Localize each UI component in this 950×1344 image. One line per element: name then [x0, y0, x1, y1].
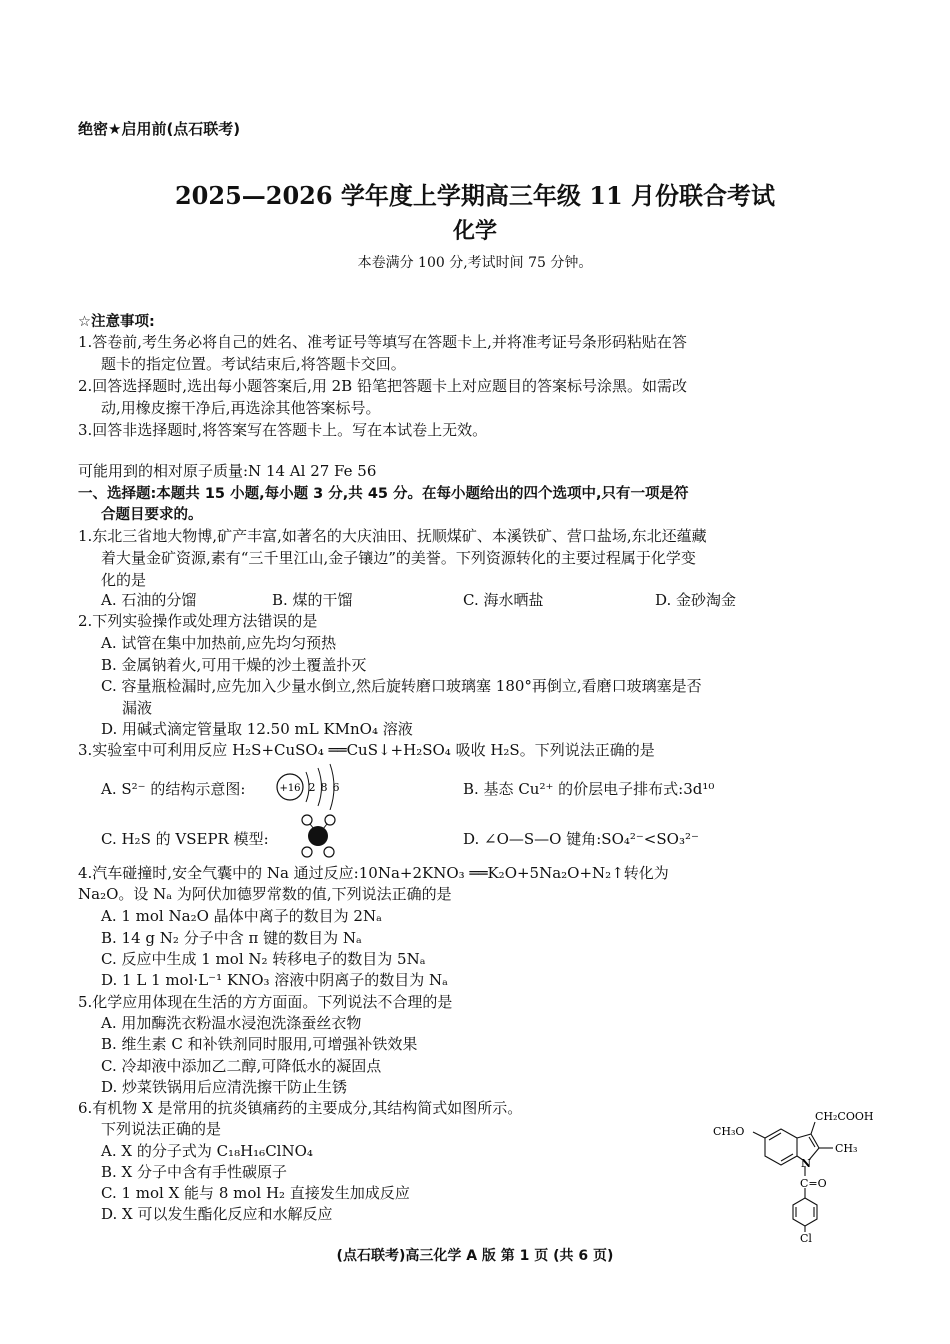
vsepr-model-icon	[296, 812, 344, 860]
subject-title: 化学	[452, 219, 497, 244]
q3-stem: 3.实验室中可利用反应 H₂S+CuSO₄ ══CuS↓+H₂SO₄ 吸收 H₂S。下列说法正确的是	[78, 741, 655, 759]
q1-stem: 化的是	[101, 571, 147, 589]
q3-option-a: A. S²⁻ 的结构示意图:	[101, 780, 246, 798]
nitrogen-label: N	[801, 1157, 812, 1170]
notice-line: 题卡的指定位置。考试结束后,将答题卡交回。	[101, 355, 406, 373]
q6-option-b: B. X 分子中含有手性碳原子	[101, 1163, 288, 1181]
q5-option-c: C. 冷却液中添加乙二醇,可降低水的凝固点	[101, 1057, 382, 1075]
q2-option-b: B. 金属钠着火,可用干燥的沙土覆盖扑灭	[101, 656, 367, 674]
q3-option-b: B. 基态 Cu²⁺ 的价层电子排布式:3d¹⁰	[463, 780, 715, 798]
page-footer: (点石联考)高三化学 A 版 第 1 页 (共 6 页)	[336, 1248, 614, 1264]
q4-stem-cont: Na₂O。设 Nₐ 为阿伏加德罗常数的值,下列说法正确的是	[78, 885, 452, 903]
q6-stem-cont: 下列说法正确的是	[101, 1120, 222, 1138]
q2-option-d: D. 用碱式滴定管量取 12.50 mL KMnO₄ 溶液	[101, 720, 413, 738]
shell-count: 2	[308, 781, 316, 794]
q2-option-c: C. 容量瓶检漏时,应先加入少量水倒立,然后旋转磨口玻璃塞 180°再倒立,看磨口玻璃塞是否	[101, 677, 702, 695]
q1-option-d: D. 金砂淘金	[655, 591, 737, 609]
q1-option-a: A. 石油的分馏	[101, 591, 197, 609]
q1-option-b: B. 煤的干馏	[272, 591, 353, 609]
q4-option-c: C. 反应中生成 1 mol N₂ 转移电子的数目为 5Nₐ	[101, 950, 426, 968]
q6-stem: 6.有机物 X 是常用的抗炎镇痛药的主要成分,其结构简式如图所示。	[78, 1099, 523, 1117]
q5-option-d: D. 炒菜铁锅用后应清洗擦干防止生锈	[101, 1078, 348, 1096]
nucleus-charge: +16	[279, 783, 301, 794]
q1-option-c: C. 海水晒盐	[463, 591, 544, 609]
q3-option-d: D. ∠O—S—O 键角:SO₄²⁻<SO₃²⁻	[463, 830, 699, 848]
notice-line: 1.答卷前,考生务必将自己的姓名、准考证号等填写在答题卡上,并将准考证号条形码粘贴在答	[78, 333, 687, 351]
q4-option-a: A. 1 mol Na₂O 晶体中离子的数目为 2Nₐ	[101, 907, 382, 925]
carbonyl-label: C=O	[800, 1177, 827, 1190]
notice-heading: ☆注意事项:	[78, 314, 155, 330]
q4-option-d: D. 1 L 1 mol·L⁻¹ KNO₃ 溶液中阴离子的数目为 Nₐ	[101, 971, 448, 989]
q1-stem: 1.东北三省地大物博,矿产丰富,如著名的大庆油田、抚顺煤矿、本溪铁矿、营口盐场,东北还蕴藏	[78, 527, 707, 545]
exam-title: 2025—2026 学年度上学期高三年级 11 月份联合考试	[174, 181, 776, 210]
indomethacin-structure-diagram	[705, 1108, 885, 1243]
q5-option-a: A. 用加酶洗衣粉温水浸泡洗涤蚕丝衣物	[101, 1014, 362, 1032]
shell-count: 6	[332, 781, 340, 794]
notice-line: 3.回答非选择题时,将答案写在答题卡上。写在本试卷上无效。	[78, 421, 488, 439]
secret-label: 绝密★启用前(点石联考)	[78, 120, 241, 138]
q1-stem: 着大量金矿资源,素有“三千里江山,金子镶边”的美誉。下列资源转化的主要过程属于化学变	[101, 549, 696, 567]
section-heading: 一、选择题:本题共 15 小题,每小题 3 分,共 45 分。在每小题给出的四个选项中,只有一项是符	[78, 486, 689, 502]
q2-option-c-cont: 漏液	[122, 699, 153, 717]
acetic-acid-label: CH₂COOH	[815, 1110, 874, 1123]
q4-option-b: B. 14 g N₂ 分子中含 π 键的数目为 Nₐ	[101, 929, 362, 947]
q4-stem: 4.汽车碰撞时,安全气囊中的 Na 通过反应:10Na+2KNO₃ ══K₂O+5Na₂O+N₂↑转化为	[78, 864, 669, 882]
sulfide-ion-structure-diagram	[272, 760, 352, 810]
notice-line: 2.回答选择题时,选出每小题答案后,用 2B 铅笔把答题卡上对应题目的答案标号涂黑。如需改	[78, 377, 687, 395]
atomic-masses: 可能用到的相对原子质量:N 14 Al 27 Fe 56	[78, 462, 377, 480]
q5-option-b: B. 维生素 C 和补铁剂同时服用,可增强补铁效果	[101, 1035, 418, 1053]
q6-option-c: C. 1 mol X 能与 8 mol H₂ 直接发生加成反应	[101, 1184, 410, 1202]
q5-stem: 5.化学应用体现在生活的方方面面。下列说法不合理的是	[78, 993, 453, 1011]
methyl-label: CH₃	[835, 1142, 858, 1155]
q2-option-a: A. 试管在集中加热前,应先均匀预热	[101, 634, 337, 652]
q6-option-a: A. X 的分子式为 C₁₈H₁₆ClNO₄	[101, 1142, 313, 1160]
q2-stem: 2.下列实验操作或处理方法错误的是	[78, 612, 318, 630]
shell-count: 8	[320, 781, 328, 794]
chloro-label: Cl	[800, 1232, 812, 1243]
section-heading-cont: 合题目要求的。	[101, 507, 203, 523]
q3-option-c: C. H₂S 的 VSEPR 模型:	[101, 830, 269, 848]
notice-line: 动,用橡皮擦干净后,再选涂其他答案标号。	[101, 399, 381, 417]
exam-info: 本卷满分 100 分,考试时间 75 分钟。	[357, 255, 593, 271]
methoxy-label: CH₃O	[713, 1125, 745, 1138]
q6-option-d: D. X 可以发生酯化反应和水解反应	[101, 1205, 333, 1223]
